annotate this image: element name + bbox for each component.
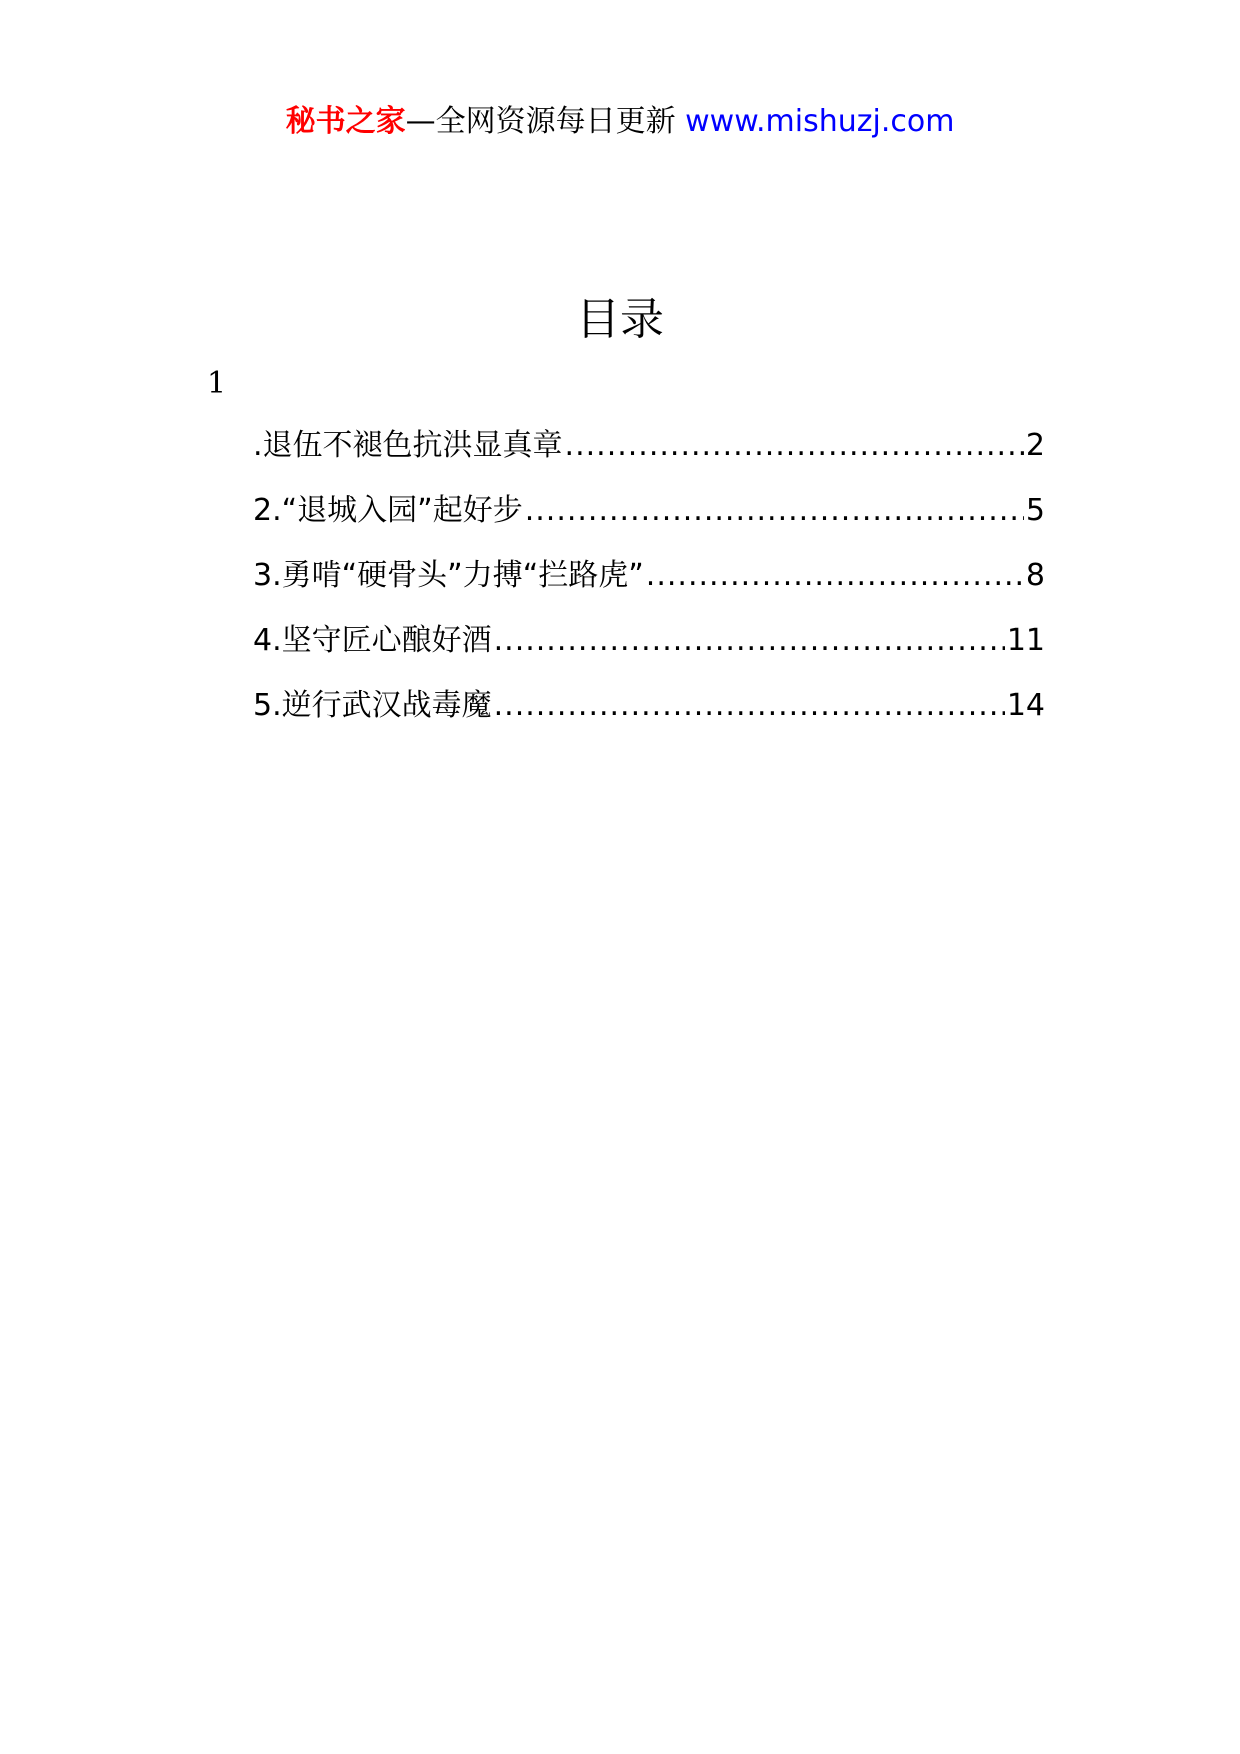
toc-item-label: 2.“退城入园”起好步 [253,493,523,528]
stray-number: 1 [207,366,227,401]
header-banner [0,100,1240,144]
brand-name: 秘书之家 [285,104,406,139]
toc-item[interactable] [253,558,1045,623]
header-tagline: —全网资源每日更新 [405,104,686,139]
toc-item-page: 11 [1006,623,1045,658]
toc-dot-leader [525,493,1024,529]
toc-item-label: 3.勇啃“硬骨头”力搏“拦路虎” [253,558,644,593]
toc-dot-leader [565,428,1024,464]
toc-item-label: 5.逆行武汉战毒魔 [253,688,492,723]
toc-item[interactable] [253,688,1045,753]
toc-dot-leader [494,623,1005,659]
toc-item[interactable] [253,428,1045,493]
toc-item-label: .退伍不褪色抗洪显真章 [253,428,563,463]
toc-item[interactable] [253,493,1045,558]
toc-item-page: 5 [1025,493,1045,528]
site-url-link[interactable]: www.mishuzj.com [685,104,955,139]
page-title: 目录 [576,294,664,345]
toc-item-page: 14 [1006,688,1045,723]
toc-item-page: 2 [1025,428,1045,463]
toc-item-page: 8 [1025,558,1045,593]
toc-item[interactable] [253,623,1045,688]
toc-item-label: 4.坚守匠心酿好酒 [253,623,492,658]
table-of-contents [253,428,1045,753]
toc-dot-leader [494,688,1005,724]
toc-dot-leader [646,558,1024,594]
